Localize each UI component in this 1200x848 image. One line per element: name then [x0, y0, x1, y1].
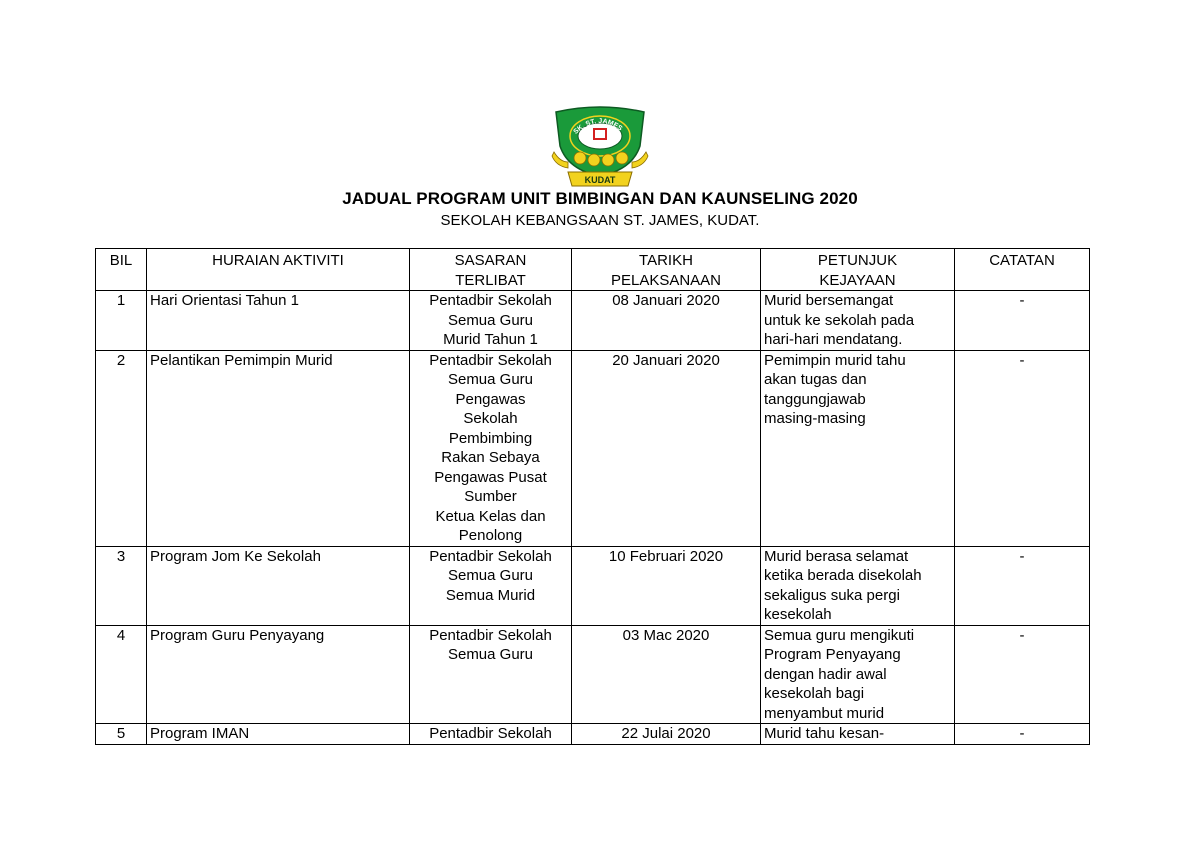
- logo-ring-text: SK. ST. JAMES: [572, 117, 624, 136]
- table-row: [96, 724, 1090, 745]
- header-petunjuk-kejayaan: PETUNJUK KEJAYAAN: [761, 249, 955, 291]
- cell-catatan: -: [955, 291, 1090, 351]
- cell-catatan: -: [955, 350, 1090, 546]
- schedule-table: [95, 248, 1090, 745]
- table-header-row: [96, 249, 1090, 291]
- cell-tarikh: 03 Mac 2020: [572, 625, 761, 724]
- cell-petunjuk: Murid berasa selamat ketika berada disekolah sekaligus suka pergi kesekolah: [761, 546, 955, 625]
- cell-tarikh: 20 Januari 2020: [572, 350, 761, 546]
- table-row: [96, 625, 1090, 724]
- cell-huraian: Program Jom Ke Sekolah: [147, 546, 410, 625]
- table-row: [96, 546, 1090, 625]
- cell-sasaran: Pentadbir Sekolah Semua Guru Murid Tahun 1: [410, 291, 572, 351]
- cell-petunjuk: Semua guru mengikuti Program Penyayang dengan hadir awal kesekolah bagi menyambut murid: [761, 625, 955, 724]
- cell-tarikh: 08 Januari 2020: [572, 291, 761, 351]
- cell-sasaran: Pentadbir Sekolah Semua Guru Pengawas Sekolah Pembimbing Rakan Sebaya Pengawas Pusat Sumber Ketua Kelas dan Penolong: [410, 350, 572, 546]
- header-tarikh-pelaksanaan: TARIKH PELAKSANAAN: [572, 249, 761, 291]
- cell-bil: 4: [96, 625, 147, 724]
- cell-bil: 3: [96, 546, 147, 625]
- cell-catatan: -: [955, 724, 1090, 745]
- cell-catatan: -: [955, 625, 1090, 724]
- logo-banner-text: KUDAT: [584, 175, 616, 185]
- cell-bil: 5: [96, 724, 147, 745]
- table-row: [96, 291, 1090, 351]
- school-crest-logo: [550, 106, 650, 190]
- document-title: JADUAL PROGRAM UNIT BIMBINGAN DAN KAUNSELING 2020: [342, 189, 858, 208]
- cell-sasaran: Pentadbir Sekolah: [410, 724, 572, 745]
- header-catatan: CATATAN: [955, 249, 1090, 291]
- cell-huraian: Hari Orientasi Tahun 1: [147, 291, 410, 351]
- cell-catatan: -: [955, 546, 1090, 625]
- cell-tarikh: 10 Februari 2020: [572, 546, 761, 625]
- cell-huraian: Program Guru Penyayang: [147, 625, 410, 724]
- header-bil: BIL: [96, 249, 147, 291]
- table-row: [96, 350, 1090, 546]
- cell-petunjuk: Pemimpin murid tahu akan tugas dan tanggungjawab masing-masing: [761, 350, 955, 546]
- cell-sasaran: Pentadbir Sekolah Semua Guru: [410, 625, 572, 724]
- cell-bil: 1: [96, 291, 147, 351]
- cell-sasaran: Pentadbir Sekolah Semua Guru Semua Murid: [410, 546, 572, 625]
- cell-bil: 2: [96, 350, 147, 546]
- cell-huraian: Pelantikan Pemimpin Murid: [147, 350, 410, 546]
- cell-petunjuk: Murid tahu kesan-: [761, 724, 955, 745]
- header-sasaran-terlibat: SASARAN TERLIBAT: [410, 249, 572, 291]
- document-subtitle: SEKOLAH KEBANGSAAN ST. JAMES, KUDAT.: [440, 212, 760, 229]
- cell-tarikh: 22 Julai 2020: [572, 724, 761, 745]
- cell-petunjuk: Murid bersemangat untuk ke sekolah pada hari-hari mendatang.: [761, 291, 955, 351]
- cell-huraian: Program IMAN: [147, 724, 410, 745]
- header-huraian-aktiviti: HURAIAN AKTIVITI: [147, 249, 410, 291]
